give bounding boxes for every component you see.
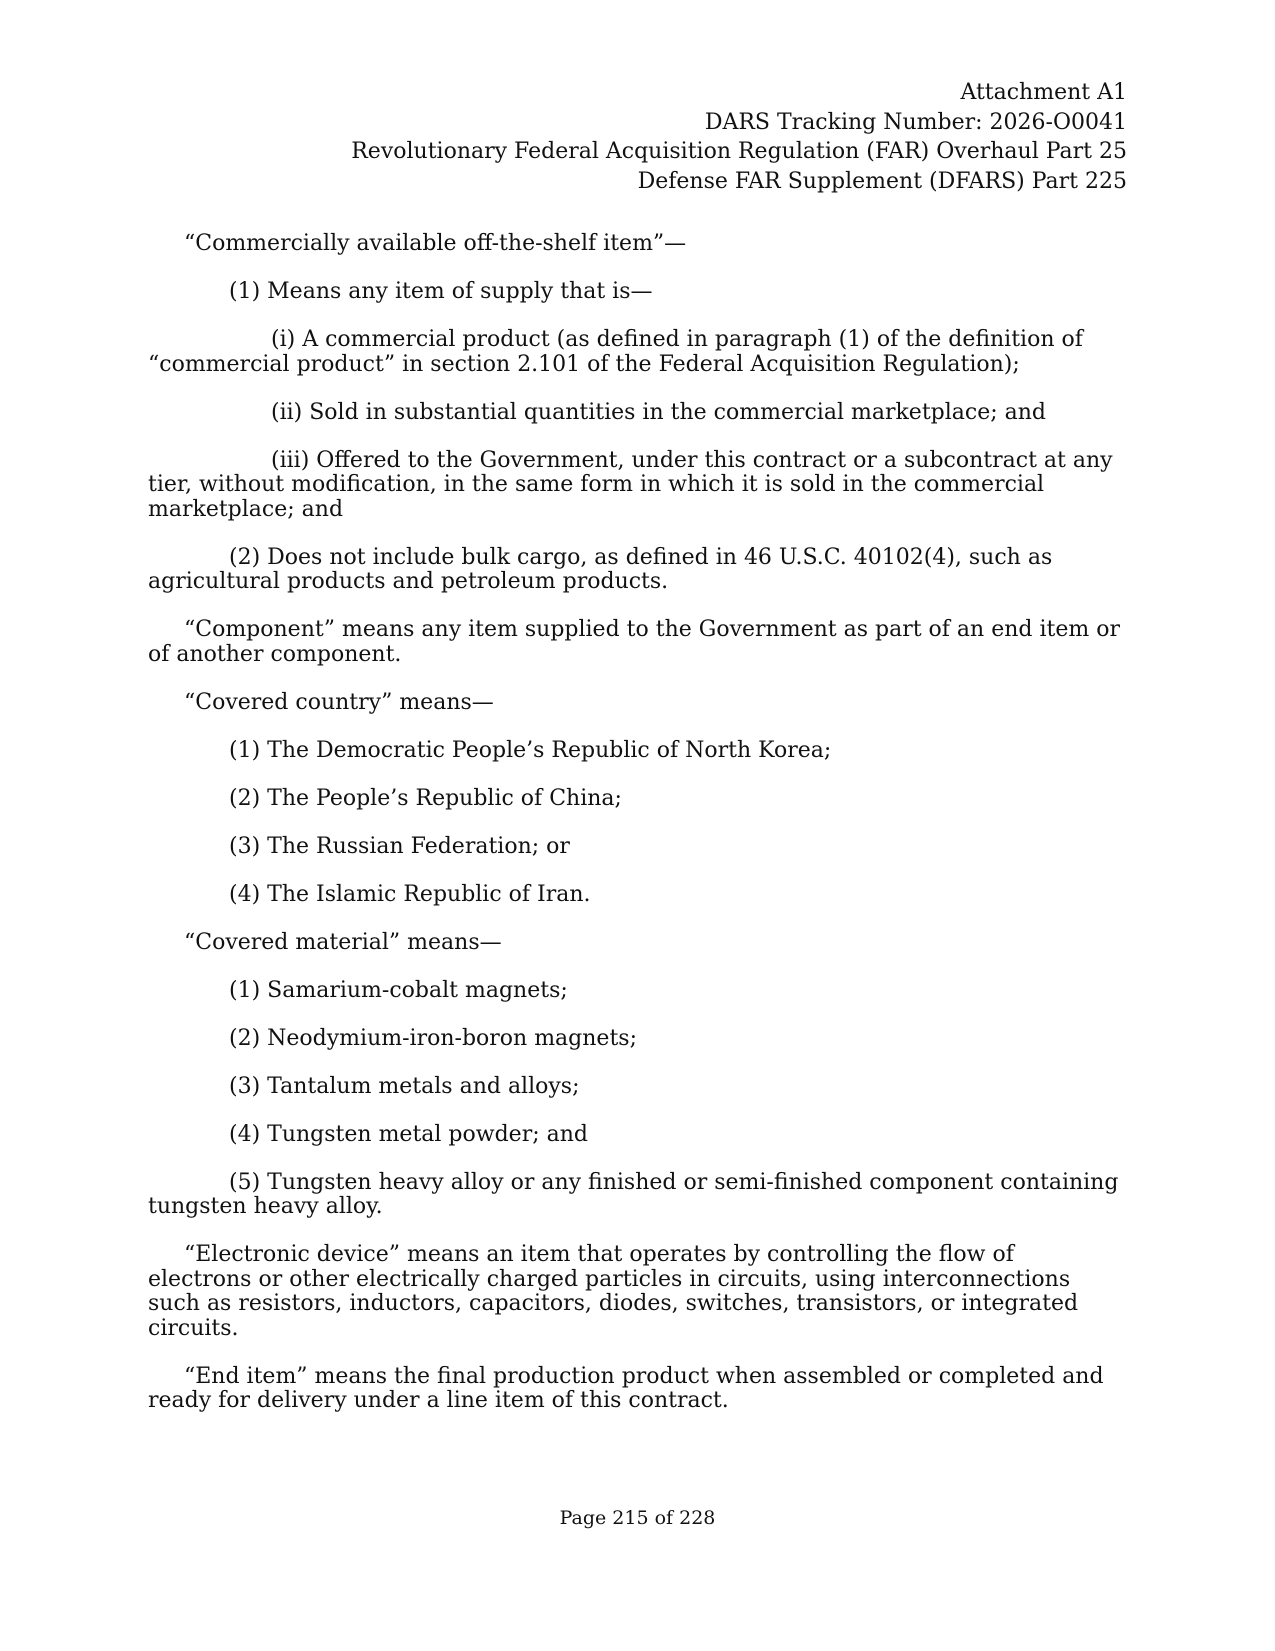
covered-country-4: (4) The Islamic Republic of Iran.: [229, 881, 591, 907]
header-far-part: Revolutionary Federal Acquisition Regulation (FAR) Overhaul Part 25: [351, 139, 1127, 164]
cots-item-1-iii: (iii) Offered to the Government, under this contract or a subcontract at any tier, without modification, in the same form in which it is sold in the commercial marketplace; and: [148, 447, 1113, 522]
definition-covered-country: “Covered country” means—: [184, 689, 494, 715]
document-body: [148, 232, 1124, 1437]
definition-electronic-device: “Electronic device” means an item that operates by controlling the flow of electrons or other electrically charged particles in circuits, using interconnections such as resistors, inductors, capacitors, diodes, switches, transistors, or integrated circuits.: [148, 1242, 1079, 1341]
covered-country-3: (3) The Russian Federation; or: [229, 833, 570, 859]
definition-component: “Component” means any item supplied to the Government as part of an end item or of another component.: [148, 617, 1120, 667]
covered-material-1: (1) Samarium-cobalt magnets;: [229, 977, 568, 1003]
covered-material-4: (4) Tungsten metal powder; and: [229, 1121, 588, 1147]
cots-item-2: (2) Does not include bulk cargo, as defined in 46 U.S.C. 40102(4), such as agricultural products and petroleum products.: [148, 544, 1053, 594]
cots-item-1: (1) Means any item of supply that is—: [229, 279, 653, 304]
header-attachment: Attachment A1: [960, 80, 1127, 105]
covered-country-2: (2) The People’s Republic of China;: [229, 785, 622, 811]
definition-covered-material: “Covered material” means—: [184, 929, 502, 955]
definition-end-item: “End item” means the final production product when assembled or completed and ready for delivery under a line item of this contract.: [148, 1363, 1104, 1413]
covered-country-1: (1) The Democratic People’s Republic of North Korea;: [229, 737, 832, 763]
header-dfars-part: Defense FAR Supplement (DFARS) Part 225: [637, 168, 1127, 194]
document-header: [351, 78, 1127, 196]
cots-item-1-ii: (ii) Sold in substantial quantities in the commercial marketplace; and: [271, 399, 1047, 425]
header-tracking-number: DARS Tracking Number: 2026-O0041: [704, 109, 1127, 135]
cots-item-1-i: (i) A commercial product (as defined in paragraph (1) of the definition of “commercial product” in section 2.101 of the Federal Acquisition Regulation);: [148, 327, 1083, 377]
definition-cots-term: “Commercially available off-the-shelf item”—: [184, 231, 687, 256]
page-number: Page 215 of 228: [559, 1507, 716, 1529]
covered-material-5: (5) Tungsten heavy alloy or any finished or semi-finished component containing tungsten heavy alloy.: [148, 1169, 1119, 1219]
covered-material-3: (3) Tantalum metals and alloys;: [229, 1073, 580, 1099]
covered-material-2: (2) Neodymium-iron-boron magnets;: [229, 1025, 637, 1051]
